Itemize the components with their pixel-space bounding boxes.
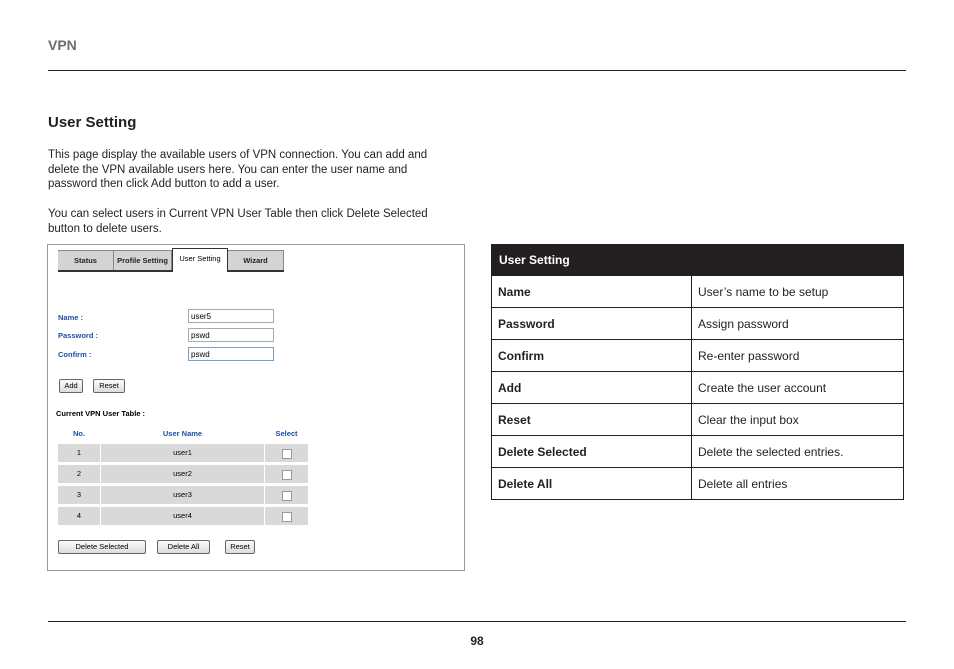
row-no: 2: [58, 465, 100, 483]
desc-cell: Re-enter password: [692, 340, 904, 372]
table-row: [492, 308, 904, 340]
delete-selected-button[interactable]: Delete Selected: [58, 540, 146, 554]
select-checkbox[interactable]: [282, 512, 292, 522]
page-heading: User Setting: [48, 114, 137, 131]
desc-cell: Clear the input box: [692, 404, 904, 436]
description-table: [491, 244, 904, 500]
desc-cell: Delete all entries: [692, 468, 904, 500]
select-checkbox[interactable]: [282, 491, 292, 501]
table-row: [492, 436, 904, 468]
select-checkbox[interactable]: [282, 470, 292, 480]
term-cell: Password: [492, 308, 692, 340]
term-cell: Add: [492, 372, 692, 404]
tab-wizard[interactable]: Wizard: [228, 250, 284, 270]
tab-profile-setting[interactable]: Profile Setting: [114, 250, 172, 270]
col-no: No.: [72, 429, 86, 438]
row-no: 4: [58, 507, 100, 525]
row-no: 1: [58, 444, 100, 462]
term-cell: Delete All: [492, 468, 692, 500]
tab-user-setting[interactable]: User Setting: [172, 248, 228, 272]
term-cell: Reset: [492, 404, 692, 436]
tab-status[interactable]: Status: [58, 250, 114, 270]
user-table-title: Current VPN User Table :: [56, 409, 146, 418]
table-row: [492, 404, 904, 436]
name-input[interactable]: user5: [188, 309, 274, 323]
row-select-cell: [265, 444, 308, 462]
footer-rule: [48, 621, 906, 622]
tab-bar: [58, 250, 284, 272]
instruction-paragraph: You can select users in Current VPN User Table then click Delete Selected button to delete users.: [48, 208, 428, 235]
desc-cell: Assign password: [692, 308, 904, 340]
table-row: [492, 340, 904, 372]
password-label: Password :: [58, 331, 99, 340]
table-reset-button[interactable]: Reset: [225, 540, 255, 554]
confirm-input[interactable]: pswd: [188, 347, 274, 361]
delete-all-button[interactable]: Delete All: [157, 540, 210, 554]
term-cell: Name: [492, 276, 692, 308]
col-user-name: User Name: [162, 429, 203, 438]
header-rule: [48, 70, 906, 71]
section-label: VPN: [48, 37, 77, 53]
table-row: [492, 468, 904, 500]
row-no: 3: [58, 486, 100, 504]
add-button[interactable]: Add: [59, 379, 83, 393]
password-input[interactable]: pswd: [188, 328, 274, 342]
confirm-label: Confirm :: [58, 350, 92, 359]
intro-paragraph: This page display the available users of VPN connection. You can add and delete the VPN available users here. You can enter the user name and password then click Add button to add a user.: [48, 149, 428, 190]
user-setting-screenshot: [47, 244, 465, 571]
desc-cell: User’s name to be setup: [692, 276, 904, 308]
row-user-name: user1: [101, 444, 264, 462]
row-user-name: user2: [101, 465, 264, 483]
description-table-title: User Setting: [492, 245, 904, 276]
col-select: Select: [275, 429, 298, 438]
desc-cell: Delete the selected entries.: [692, 436, 904, 468]
row-select-cell: [265, 486, 308, 504]
table-row: [492, 372, 904, 404]
term-cell: Delete Selected: [492, 436, 692, 468]
row-select-cell: [265, 465, 308, 483]
page-number: 98: [470, 634, 484, 648]
row-user-name: user4: [101, 507, 264, 525]
desc-cell: Create the user account: [692, 372, 904, 404]
row-select-cell: [265, 507, 308, 525]
table-row: [492, 276, 904, 308]
term-cell: Confirm: [492, 340, 692, 372]
reset-button[interactable]: Reset: [93, 379, 125, 393]
name-label: Name :: [58, 313, 84, 322]
select-checkbox[interactable]: [282, 449, 292, 459]
row-user-name: user3: [101, 486, 264, 504]
